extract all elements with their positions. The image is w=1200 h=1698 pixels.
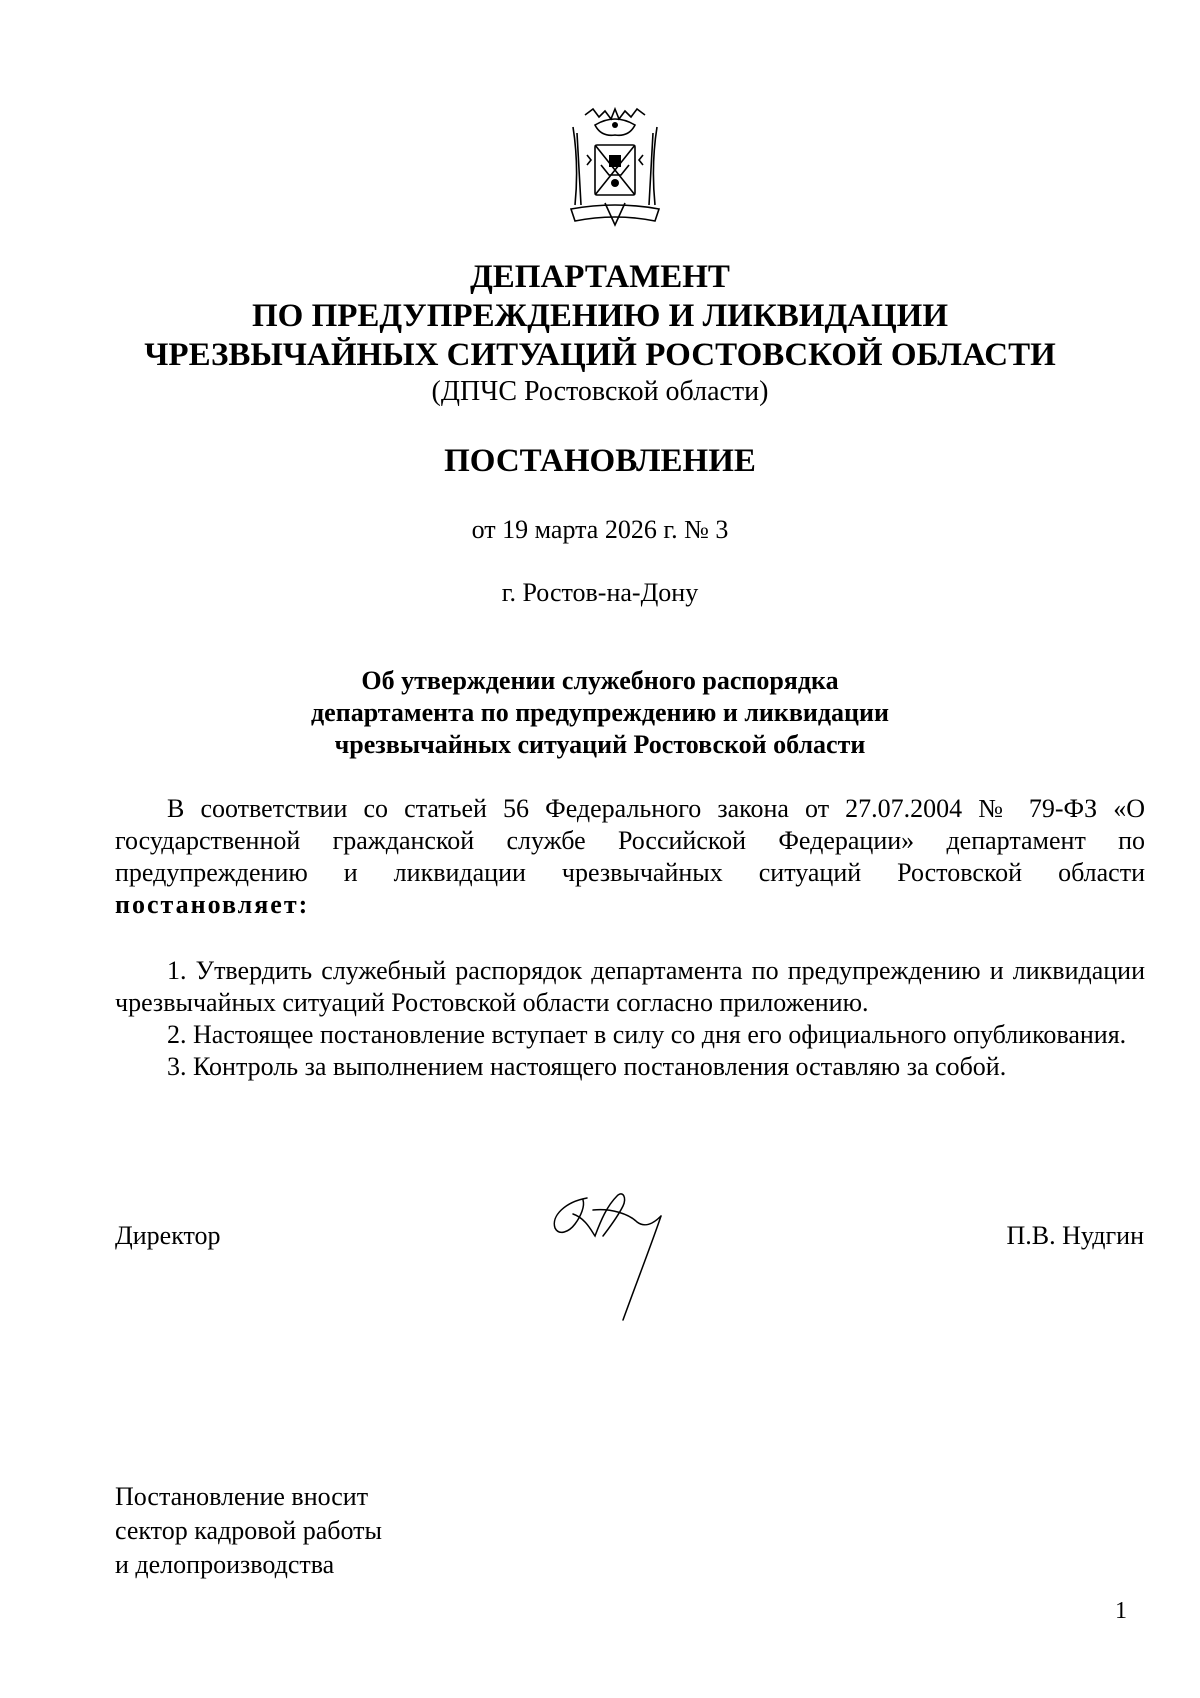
document-city: г. Ростов-на-Дону	[501, 578, 699, 607]
organization-short-name: (ДПЧС Ростовской области)	[431, 376, 769, 407]
footer-line-3: и делопроизводства	[115, 1550, 335, 1579]
list-item: 3. Контроль за выполнением настоящего постановления оставляю за собой.	[167, 1052, 1007, 1081]
subject-line-2: департамента по предупреждению и ликвидации	[311, 698, 889, 727]
preamble-text: В соответствии со статьей 56 Федерального закона от 27.07.2004 № 79-ФЗ «О государственной гражданской службе Российской Федерации» департамент по предупреждению и ликвидации чрезвычайных ситуаций Ростовской области	[115, 794, 1145, 887]
subject-line-3: чрезвычайных ситуаций Ростовской области	[334, 730, 866, 759]
prepared-by-note	[115, 1480, 382, 1582]
handwritten-signature	[545, 1180, 695, 1325]
list-item: 2. Настоящее постановление вступает в силу со дня его официального опубликования.	[167, 1020, 1127, 1049]
signer-name: П.В. Нудгин	[1006, 1221, 1144, 1250]
org-line-2: ПО ПРЕДУПРЕЖДЕНИЮ И ЛИКВИДАЦИИ	[252, 298, 948, 334]
document-date-number: от 19 марта 2026 г. № 3	[471, 515, 729, 544]
preamble-paragraph	[115, 793, 1145, 921]
document-type-title: ПОСТАНОВЛЕНИЕ	[444, 443, 756, 479]
footer-line-2: сектор кадровой работы	[115, 1516, 382, 1545]
coat-of-arms-emblem	[565, 105, 665, 230]
resolves-word: постановляет:	[115, 890, 310, 919]
resolution-items	[115, 955, 1145, 1083]
org-line-3: ЧРЕЗВЫЧАЙНЫХ СИТУАЦИЙ РОСТОВСКОЙ ОБЛАСТИ	[144, 337, 1056, 373]
list-item: 1. Утвердить служебный распорядок департамента по предупреждению и ликвидации чрезвычайных ситуаций Ростовской области согласно приложению.	[115, 956, 1145, 1017]
page-number: 1	[1115, 1598, 1127, 1624]
footer-line-1: Постановление вносит	[115, 1482, 369, 1511]
document-subject	[0, 665, 1200, 761]
signer-position: Директор	[115, 1221, 221, 1250]
organization-name	[0, 258, 1200, 375]
subject-line-1: Об утверждении служебного распорядка	[361, 666, 839, 695]
org-line-1: ДЕПАРТАМЕНТ	[470, 259, 730, 295]
